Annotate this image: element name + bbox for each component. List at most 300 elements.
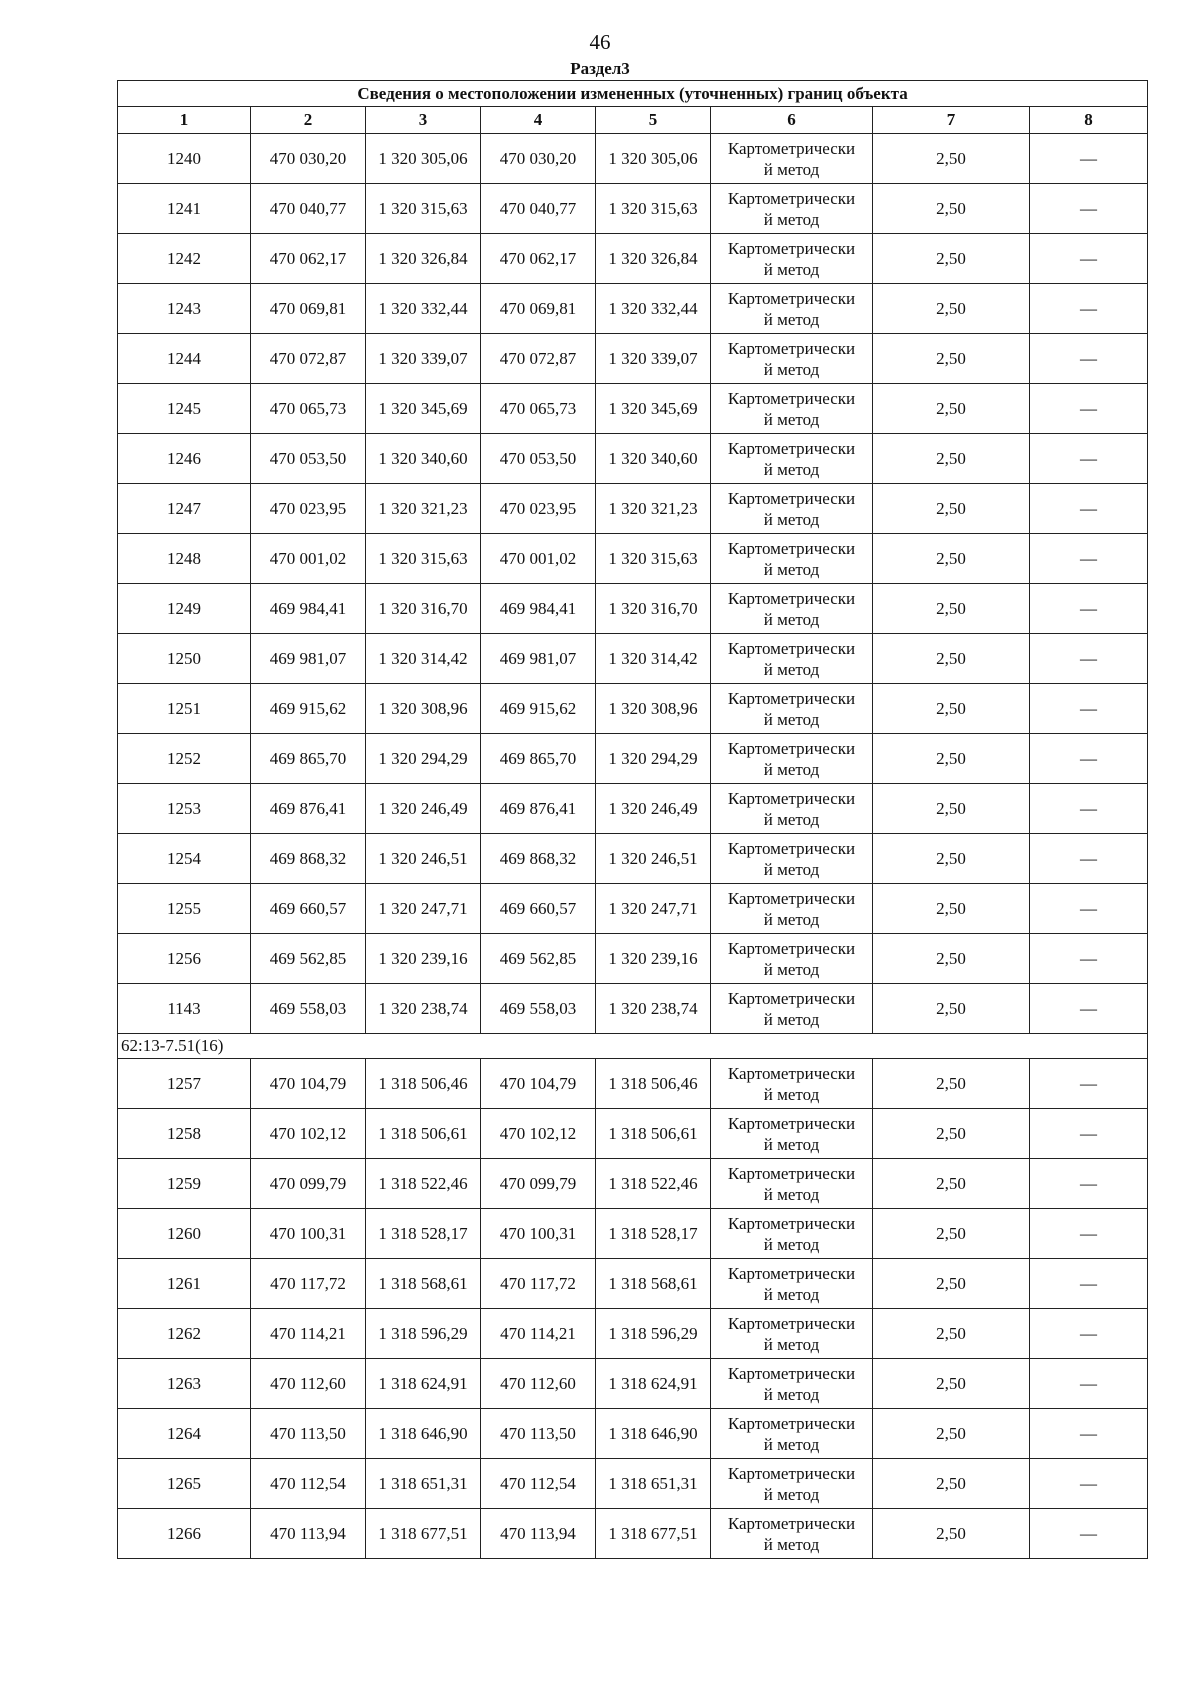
table-row — [118, 1159, 1148, 1209]
y-old-cell: 1 320 326,84 — [366, 234, 481, 284]
method-line2: й метод — [763, 1334, 820, 1354]
y-new-cell: 1 320 305,06 — [596, 134, 711, 184]
method-line1: Картометрически — [727, 1313, 856, 1333]
y-new-cell: 1 318 624,91 — [596, 1359, 711, 1409]
method-line2: й метод — [763, 1009, 820, 1029]
table-row — [118, 534, 1148, 584]
description-cell: — — [1030, 784, 1148, 834]
method-cell — [711, 434, 873, 484]
method-line1: Картометрически — [727, 338, 856, 358]
y-new-cell: 1 320 321,23 — [596, 484, 711, 534]
y-old-cell: 1 318 506,61 — [366, 1109, 481, 1159]
y-old-cell: 1 320 315,63 — [366, 534, 481, 584]
x-old-cell: 469 558,03 — [251, 984, 366, 1034]
y-old-cell: 1 318 522,46 — [366, 1159, 481, 1209]
x-new-cell: 470 117,72 — [481, 1259, 596, 1309]
x-old-cell: 470 062,17 — [251, 234, 366, 284]
table-row — [118, 834, 1148, 884]
method-line2: й метод — [763, 1084, 820, 1104]
x-new-cell: 470 001,02 — [481, 534, 596, 584]
method-line1: Картометрически — [727, 538, 856, 558]
group2-header — [118, 1034, 1148, 1059]
precision-cell: 2,50 — [873, 684, 1030, 734]
y-new-cell: 1 320 294,29 — [596, 734, 711, 784]
description-cell: — — [1030, 1059, 1148, 1109]
x-old-cell: 470 053,50 — [251, 434, 366, 484]
precision-cell: 2,50 — [873, 1209, 1030, 1259]
y-new-cell: 1 320 308,96 — [596, 684, 711, 734]
table-row — [118, 1259, 1148, 1309]
point-number-cell: 1253 — [118, 784, 251, 834]
point-number-cell: 1258 — [118, 1109, 251, 1159]
y-old-cell: 1 320 247,71 — [366, 884, 481, 934]
method-line2: й метод — [763, 759, 820, 779]
description-cell: — — [1030, 334, 1148, 384]
precision-cell: 2,50 — [873, 584, 1030, 634]
y-old-cell: 1 320 294,29 — [366, 734, 481, 784]
x-new-cell: 470 023,95 — [481, 484, 596, 534]
precision-cell: 2,50 — [873, 434, 1030, 484]
x-new-cell: 470 099,79 — [481, 1159, 596, 1209]
method-line1: Картометрически — [727, 1113, 856, 1133]
method-cell — [711, 1509, 873, 1559]
method-line2: й метод — [763, 509, 820, 529]
method-cell — [711, 1209, 873, 1259]
x-old-cell: 470 040,77 — [251, 184, 366, 234]
table-row — [118, 134, 1148, 184]
point-number-cell: 1262 — [118, 1309, 251, 1359]
x-old-cell: 470 065,73 — [251, 384, 366, 434]
column-number: 2 — [251, 107, 366, 134]
x-old-cell: 470 099,79 — [251, 1159, 366, 1209]
method-cell — [711, 1359, 873, 1409]
x-old-cell: 470 100,31 — [251, 1209, 366, 1259]
method-line2: й метод — [763, 859, 820, 879]
method-line2: й метод — [763, 1384, 820, 1404]
y-old-cell: 1 320 340,60 — [366, 434, 481, 484]
x-old-cell: 469 915,62 — [251, 684, 366, 734]
method-cell — [711, 1309, 873, 1359]
table-title-row — [118, 81, 1148, 107]
y-old-cell: 1 320 332,44 — [366, 284, 481, 334]
table-row — [118, 1409, 1148, 1459]
x-new-cell: 470 040,77 — [481, 184, 596, 234]
x-old-cell: 469 981,07 — [251, 634, 366, 684]
x-new-cell: 469 981,07 — [481, 634, 596, 684]
method-cell — [711, 984, 873, 1034]
column-number: 8 — [1030, 107, 1148, 134]
precision-cell: 2,50 — [873, 1109, 1030, 1159]
precision-cell: 2,50 — [873, 734, 1030, 784]
description-cell: — — [1030, 634, 1148, 684]
y-old-cell: 1 320 238,74 — [366, 984, 481, 1034]
y-old-cell: 1 320 345,69 — [366, 384, 481, 434]
method-cell — [711, 934, 873, 984]
method-cell — [711, 534, 873, 584]
table-row — [118, 934, 1148, 984]
x-old-cell: 470 112,54 — [251, 1459, 366, 1509]
point-number-cell: 1248 — [118, 534, 251, 584]
precision-cell: 2,50 — [873, 234, 1030, 284]
method-line2: й метод — [763, 1434, 820, 1454]
x-new-cell: 469 660,57 — [481, 884, 596, 934]
y-old-cell: 1 318 596,29 — [366, 1309, 481, 1359]
method-cell — [711, 1409, 873, 1459]
method-line1: Картометрически — [727, 238, 856, 258]
point-number-cell: 1247 — [118, 484, 251, 534]
method-line2: й метод — [763, 1234, 820, 1254]
y-old-cell: 1 320 339,07 — [366, 334, 481, 384]
x-new-cell: 470 112,60 — [481, 1359, 596, 1409]
method-cell — [711, 484, 873, 534]
method-line2: й метод — [763, 909, 820, 929]
x-old-cell: 470 112,60 — [251, 1359, 366, 1409]
point-number-cell: 1241 — [118, 184, 251, 234]
method-line2: й метод — [763, 659, 820, 679]
method-cell — [711, 334, 873, 384]
method-cell — [711, 834, 873, 884]
y-new-cell: 1 318 677,51 — [596, 1509, 711, 1559]
method-line1: Картометрически — [727, 1363, 856, 1383]
x-old-cell: 470 069,81 — [251, 284, 366, 334]
precision-cell: 2,50 — [873, 1409, 1030, 1459]
precision-cell: 2,50 — [873, 334, 1030, 384]
method-cell — [711, 684, 873, 734]
method-line1: Картометрически — [727, 138, 856, 158]
point-number-cell: 1266 — [118, 1509, 251, 1559]
x-old-cell: 470 001,02 — [251, 534, 366, 584]
table-row — [118, 684, 1148, 734]
y-new-cell: 1 318 596,29 — [596, 1309, 711, 1359]
group-label-row — [118, 1034, 1148, 1059]
x-new-cell: 470 102,12 — [481, 1109, 596, 1159]
description-cell: — — [1030, 1259, 1148, 1309]
method-line2: й метод — [763, 1184, 820, 1204]
y-new-cell: 1 320 246,49 — [596, 784, 711, 834]
y-new-cell: 1 318 506,61 — [596, 1109, 711, 1159]
method-line1: Картометрически — [727, 938, 856, 958]
precision-cell: 2,50 — [873, 384, 1030, 434]
point-number-cell: 1264 — [118, 1409, 251, 1459]
precision-cell: 2,50 — [873, 1359, 1030, 1409]
column-number: 3 — [366, 107, 481, 134]
point-number-cell: 1265 — [118, 1459, 251, 1509]
point-number-cell: 1244 — [118, 334, 251, 384]
method-cell — [711, 184, 873, 234]
column-number: 6 — [711, 107, 873, 134]
table-row — [118, 984, 1148, 1034]
point-number-cell: 1254 — [118, 834, 251, 884]
y-old-cell: 1 320 314,42 — [366, 634, 481, 684]
method-cell — [711, 584, 873, 634]
point-number-cell: 1243 — [118, 284, 251, 334]
y-new-cell: 1 320 239,16 — [596, 934, 711, 984]
table-row — [118, 334, 1148, 384]
table-row — [118, 884, 1148, 934]
x-old-cell: 469 868,32 — [251, 834, 366, 884]
point-number-cell: 1242 — [118, 234, 251, 284]
table-title: Сведения о местоположении измененных (уточненных) границ объекта — [118, 81, 1148, 107]
x-new-cell: 470 069,81 — [481, 284, 596, 334]
method-cell — [711, 1459, 873, 1509]
method-line1: Картометрически — [727, 1163, 856, 1183]
x-new-cell: 469 558,03 — [481, 984, 596, 1034]
x-old-cell: 470 117,72 — [251, 1259, 366, 1309]
description-cell: — — [1030, 1459, 1148, 1509]
method-line1: Картометрически — [727, 988, 856, 1008]
x-old-cell: 470 114,21 — [251, 1309, 366, 1359]
x-new-cell: 469 562,85 — [481, 934, 596, 984]
description-cell: — — [1030, 534, 1148, 584]
description-cell: — — [1030, 134, 1148, 184]
method-line1: Картометрически — [727, 188, 856, 208]
method-line2: й метод — [763, 709, 820, 729]
method-line1: Картометрически — [727, 1463, 856, 1483]
method-line1: Картометрически — [727, 738, 856, 758]
y-old-cell: 1 318 528,17 — [366, 1209, 481, 1259]
y-old-cell: 1 320 316,70 — [366, 584, 481, 634]
x-old-cell: 470 030,20 — [251, 134, 366, 184]
method-line1: Картометрически — [727, 1513, 856, 1533]
method-line1: Картометрически — [727, 638, 856, 658]
x-new-cell: 470 100,31 — [481, 1209, 596, 1259]
y-new-cell: 1 320 345,69 — [596, 384, 711, 434]
description-cell: — — [1030, 834, 1148, 884]
method-line1: Картометрически — [727, 888, 856, 908]
point-number-cell: 1240 — [118, 134, 251, 184]
description-cell: — — [1030, 284, 1148, 334]
precision-cell: 2,50 — [873, 634, 1030, 684]
coordinates-table — [117, 80, 1148, 1559]
description-cell: — — [1030, 684, 1148, 734]
method-line1: Картометрически — [727, 388, 856, 408]
method-line2: й метод — [763, 359, 820, 379]
x-new-cell: 469 865,70 — [481, 734, 596, 784]
y-old-cell: 1 318 568,61 — [366, 1259, 481, 1309]
x-new-cell: 470 112,54 — [481, 1459, 596, 1509]
table-row — [118, 1309, 1148, 1359]
description-cell: — — [1030, 1159, 1148, 1209]
method-line2: й метод — [763, 609, 820, 629]
y-old-cell: 1 320 246,51 — [366, 834, 481, 884]
y-old-cell: 1 320 305,06 — [366, 134, 481, 184]
y-old-cell: 1 318 651,31 — [366, 1459, 481, 1509]
x-new-cell: 470 114,21 — [481, 1309, 596, 1359]
y-new-cell: 1 320 315,63 — [596, 534, 711, 584]
precision-cell: 2,50 — [873, 1309, 1030, 1359]
x-new-cell: 470 053,50 — [481, 434, 596, 484]
y-new-cell: 1 320 246,51 — [596, 834, 711, 884]
method-cell — [711, 784, 873, 834]
point-number-cell: 1259 — [118, 1159, 251, 1209]
group-label: 62:13-7.51(16) — [118, 1034, 1148, 1059]
table-row — [118, 384, 1148, 434]
description-cell: — — [1030, 184, 1148, 234]
point-number-cell: 1143 — [118, 984, 251, 1034]
y-old-cell: 1 318 506,46 — [366, 1059, 481, 1109]
y-new-cell: 1 320 314,42 — [596, 634, 711, 684]
x-old-cell: 469 562,85 — [251, 934, 366, 984]
method-line2: й метод — [763, 1134, 820, 1154]
description-cell: — — [1030, 1509, 1148, 1559]
method-cell — [711, 284, 873, 334]
column-number: 4 — [481, 107, 596, 134]
point-number-cell: 1251 — [118, 684, 251, 734]
x-old-cell: 469 660,57 — [251, 884, 366, 934]
point-number-cell: 1246 — [118, 434, 251, 484]
group2-rows — [118, 1059, 1148, 1559]
method-line1: Картометрически — [727, 688, 856, 708]
method-line1: Картометрически — [727, 488, 856, 508]
method-line2: й метод — [763, 259, 820, 279]
x-old-cell: 469 876,41 — [251, 784, 366, 834]
table-row — [118, 1509, 1148, 1559]
y-old-cell: 1 320 321,23 — [366, 484, 481, 534]
method-line1: Картометрически — [727, 588, 856, 608]
precision-cell: 2,50 — [873, 1159, 1030, 1209]
method-line2: й метод — [763, 409, 820, 429]
x-new-cell: 470 030,20 — [481, 134, 596, 184]
method-line2: й метод — [763, 159, 820, 179]
method-line2: й метод — [763, 1284, 820, 1304]
page-number: 46 — [589, 30, 611, 54]
table-row — [118, 1109, 1148, 1159]
method-line1: Картометрически — [727, 288, 856, 308]
x-old-cell: 470 113,94 — [251, 1509, 366, 1559]
y-old-cell: 1 320 308,96 — [366, 684, 481, 734]
precision-cell: 2,50 — [873, 284, 1030, 334]
x-old-cell: 470 072,87 — [251, 334, 366, 384]
table-row — [118, 584, 1148, 634]
method-line2: й метод — [763, 559, 820, 579]
method-cell — [711, 234, 873, 284]
y-new-cell: 1 318 506,46 — [596, 1059, 711, 1109]
description-cell: — — [1030, 734, 1148, 784]
precision-cell: 2,50 — [873, 484, 1030, 534]
table-row — [118, 184, 1148, 234]
method-cell — [711, 384, 873, 434]
method-line2: й метод — [763, 1534, 820, 1554]
table-row — [118, 1209, 1148, 1259]
x-old-cell: 470 104,79 — [251, 1059, 366, 1109]
y-new-cell: 1 320 326,84 — [596, 234, 711, 284]
y-new-cell: 1 318 522,46 — [596, 1159, 711, 1209]
point-number-cell: 1245 — [118, 384, 251, 434]
method-cell — [711, 634, 873, 684]
y-old-cell: 1 318 624,91 — [366, 1359, 481, 1409]
x-new-cell: 470 104,79 — [481, 1059, 596, 1109]
point-number-cell: 1257 — [118, 1059, 251, 1109]
x-new-cell: 470 062,17 — [481, 234, 596, 284]
precision-cell: 2,50 — [873, 834, 1030, 884]
method-line2: й метод — [763, 209, 820, 229]
precision-cell: 2,50 — [873, 184, 1030, 234]
table-row — [118, 734, 1148, 784]
y-old-cell: 1 318 677,51 — [366, 1509, 481, 1559]
method-line1: Картометрически — [727, 1263, 856, 1283]
method-line1: Картометрически — [727, 438, 856, 458]
precision-cell: 2,50 — [873, 934, 1030, 984]
description-cell: — — [1030, 584, 1148, 634]
description-cell: — — [1030, 434, 1148, 484]
precision-cell: 2,50 — [873, 784, 1030, 834]
method-line2: й метод — [763, 809, 820, 829]
method-line1: Картометрически — [727, 838, 856, 858]
y-old-cell: 1 320 239,16 — [366, 934, 481, 984]
table-row — [118, 484, 1148, 534]
x-new-cell: 470 113,50 — [481, 1409, 596, 1459]
method-line1: Картометрически — [727, 788, 856, 808]
column-number: 5 — [596, 107, 711, 134]
point-number-cell: 1256 — [118, 934, 251, 984]
point-number-cell: 1250 — [118, 634, 251, 684]
point-number-cell: 1255 — [118, 884, 251, 934]
method-line2: й метод — [763, 309, 820, 329]
table-row — [118, 434, 1148, 484]
precision-cell: 2,50 — [873, 134, 1030, 184]
method-line1: Картометрически — [727, 1413, 856, 1433]
description-cell: — — [1030, 1109, 1148, 1159]
y-new-cell: 1 318 651,31 — [596, 1459, 711, 1509]
method-line2: й метод — [763, 1484, 820, 1504]
x-old-cell: 470 113,50 — [251, 1409, 366, 1459]
method-line1: Картометрически — [727, 1063, 856, 1083]
y-old-cell: 1 320 315,63 — [366, 184, 481, 234]
method-cell — [711, 884, 873, 934]
precision-cell: 2,50 — [873, 1459, 1030, 1509]
column-number: 7 — [873, 107, 1030, 134]
description-cell: — — [1030, 1359, 1148, 1409]
y-new-cell: 1 320 316,70 — [596, 584, 711, 634]
table-row — [118, 234, 1148, 284]
precision-cell: 2,50 — [873, 534, 1030, 584]
y-new-cell: 1 320 247,71 — [596, 884, 711, 934]
point-number-cell: 1263 — [118, 1359, 251, 1409]
method-line1: Картометрически — [727, 1213, 856, 1233]
method-cell — [711, 1109, 873, 1159]
x-new-cell: 469 876,41 — [481, 784, 596, 834]
precision-cell: 2,50 — [873, 1059, 1030, 1109]
y-new-cell: 1 320 238,74 — [596, 984, 711, 1034]
table-row — [118, 1459, 1148, 1509]
table-row — [118, 634, 1148, 684]
y-old-cell: 1 318 646,90 — [366, 1409, 481, 1459]
x-new-cell: 469 915,62 — [481, 684, 596, 734]
y-new-cell: 1 320 340,60 — [596, 434, 711, 484]
section-label: Раздел3 — [570, 59, 630, 78]
y-new-cell: 1 318 568,61 — [596, 1259, 711, 1309]
x-old-cell: 470 102,12 — [251, 1109, 366, 1159]
description-cell: — — [1030, 234, 1148, 284]
description-cell: — — [1030, 484, 1148, 534]
description-cell: — — [1030, 384, 1148, 434]
method-cell — [711, 734, 873, 784]
point-number-cell: 1260 — [118, 1209, 251, 1259]
method-cell — [711, 134, 873, 184]
precision-cell: 2,50 — [873, 884, 1030, 934]
method-cell — [711, 1059, 873, 1109]
precision-cell: 2,50 — [873, 1509, 1030, 1559]
precision-cell: 2,50 — [873, 1259, 1030, 1309]
point-number-cell: 1261 — [118, 1259, 251, 1309]
x-old-cell: 470 023,95 — [251, 484, 366, 534]
x-new-cell: 469 984,41 — [481, 584, 596, 634]
x-old-cell: 469 984,41 — [251, 584, 366, 634]
point-number-cell: 1249 — [118, 584, 251, 634]
x-new-cell: 470 065,73 — [481, 384, 596, 434]
y-new-cell: 1 320 315,63 — [596, 184, 711, 234]
table-row — [118, 1059, 1148, 1109]
